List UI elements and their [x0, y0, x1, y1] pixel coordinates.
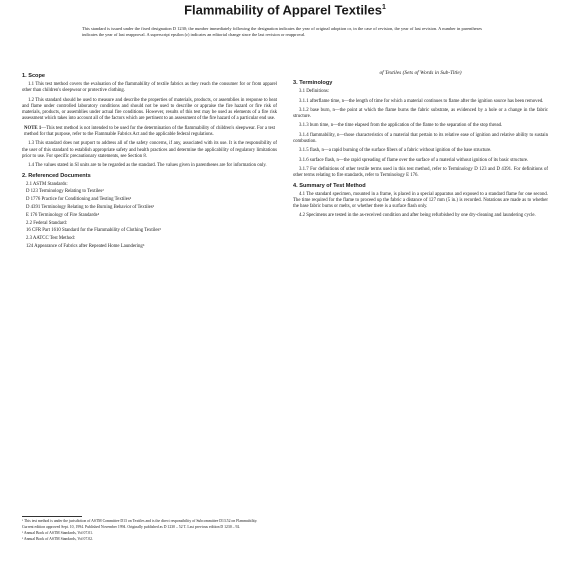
section-heading-summary: 4. Summary of Test Method: [293, 182, 366, 189]
footnote: ² Annual Book of ASTM Standards, Vol 07.01.: [22, 531, 94, 535]
document-title-text: Flammability of Apparel Textiles: [184, 2, 383, 18]
footnote: ¹ This test method is under the jurisdiction of ASTM Committee D13 on Textiles and is the direct responsibility of Subcommittee D13.52 on Flammability.: [22, 519, 258, 523]
right-column: [293, 70, 548, 562]
scope-paragraph: 1.1 This test method covers the evaluation of the flammability of textile fabrics as they reach the consumer for or from apparel other than children's sleepwear or protective clothing.: [22, 82, 277, 94]
title-footnote-marker: 1: [382, 4, 386, 11]
designation-notice: This standard is issued under the fixed designation D 1230; the number immediately following the designation indicates the year of original adoption or, in the case of revision, the year of last revision. A number in parentheses indicates the year of last reapproval. A superscript epsilon (ε) indicates an editorial change since the last revision or reapproval.: [82, 26, 482, 38]
scope-paragraph: 1.4 The values stated in SI units are to be regarded as the standard. The values given in parentheses are for information only.: [28, 163, 267, 169]
column-top-line: of Textiles (Sets of Words in Sub-Title): [379, 70, 462, 76]
summary-paragraph: 4.2 Specimens are tested in the as-received condition and after being refurbished by one dry-cleaning and laundering cycle.: [299, 213, 536, 219]
reference-item: 16 CFR Part 1610 Standard for the Flammability of Clothing Textiles⁵: [26, 228, 162, 234]
reference-item: D 4391 Terminology Relating to the Burning Behavior of Textiles³: [26, 204, 155, 210]
terminology-paragraph: 3.1 Definitions:: [299, 89, 330, 95]
left-column: [22, 70, 277, 562]
terminology-paragraph: 3.1.6 surface flash, n—the rapid spreading of flame over the surface of a material without ignition of its basic structure.: [299, 157, 529, 163]
reference-item: 2.2 Federal Standard:: [26, 220, 68, 226]
terminology-paragraph: 3.1.4 flammability, n—those characteristics of a material that pertain to its relative ease of ignition and relative ability to sustain combustion.: [293, 132, 548, 145]
section-heading-terminology: 3. Terminology: [293, 80, 333, 87]
section-heading-scope: 1. Scope: [22, 73, 46, 79]
reference-item: 2.3 AATCC Test Method:: [26, 236, 76, 242]
terminology-paragraph: 3.1.3 burn time, n—the time elapsed from the application of the flame to the separation of the stop thread.: [299, 123, 503, 129]
reference-item: 2.1 ASTM Standards:: [26, 181, 68, 187]
footnote: Current edition approved Sept. 10, 1994. Published November 1994. Originally published as D 1230 – 52 T. Last previous edition D 1230 – 92.: [22, 525, 241, 529]
footnote: ³ Annual Book of ASTM Standards, Vol 07.02.: [22, 537, 94, 541]
scope-paragraph: 1.2 This standard should be used to measure and describe the properties of materials, products, or assemblies in response to heat and flame under controlled laboratory conditions and should not be used to describe or appraise the fire hazard or fire risk of materials, products, or assemblies under actual fire conditions. However, results of this test may be used as elements of a fire risk assessment which takes into account all of the factors which are pertinent to an assessment of the fire hazard of a particular end use.: [22, 97, 277, 122]
terminology-paragraph: 3.1.7 For definitions of other textile terms used in this test method, refer to Terminology D 123 and D 4391. For definitions of other terms relating to fire standards, refer to Terminology E 176.: [293, 166, 548, 179]
reference-item: D 123 Terminology Relating to Textiles²: [26, 189, 104, 195]
footnotes: [22, 519, 277, 543]
note-1: [22, 126, 277, 139]
note-label: NOTE 1: [24, 125, 42, 131]
terminology-paragraph: 3.1.2 base burn, n—the point at which the flame burns the fabric substrate, as evidenced by a hole or a change in the fabric structure.: [293, 107, 548, 120]
reference-item: E 176 Terminology of Fire Standards⁴: [26, 212, 100, 218]
terminology-paragraph: 3.1.5 flash, n—a rapid burning of the surface fibers of a fabric without ignition of the base structure.: [299, 148, 492, 154]
reference-item: 124 Appearance of Fabrics after Repeated Home Laundering⁶: [26, 243, 145, 249]
footnote-divider: [22, 516, 82, 517]
section-heading-references: 2. Referenced Documents: [22, 172, 91, 179]
summary-paragraph: 4.1 The standard specimen, mounted in a frame, is placed in a special apparatus and exposed to a standard flame for one second. The time required for the flame to proceed up the fabric a distance of 127 mm (5 in.) is recorded. Notations are made as to whether the base fabric burns or melts, or whether there is a surface flash only.: [293, 191, 548, 210]
note-text: —This test method is not intended to be used for the determination of the flammability of children's sleepwear. For a test method for that purpose, refer to the Flammable Fabrics Act and the applicable federal regulations.: [24, 125, 275, 138]
terminology-paragraph: 3.1.1 afterflame time, n—the length of time for which a material continues to flame after the ignition source has been removed.: [299, 98, 544, 104]
document-title: [0, 0, 570, 18]
reference-item: D 1776 Practice for Conditioning and Testing Textiles²: [26, 197, 132, 203]
scope-paragraph: 1.3 This standard does not purport to address all of the safety concerns, if any, associated with its use. It is the responsibility of the user of this standard to establish appropriate safety and health practices and determine the applicability of regulatory limitations prior to use. For specific precautionary statements, see Section 8.: [22, 141, 277, 159]
